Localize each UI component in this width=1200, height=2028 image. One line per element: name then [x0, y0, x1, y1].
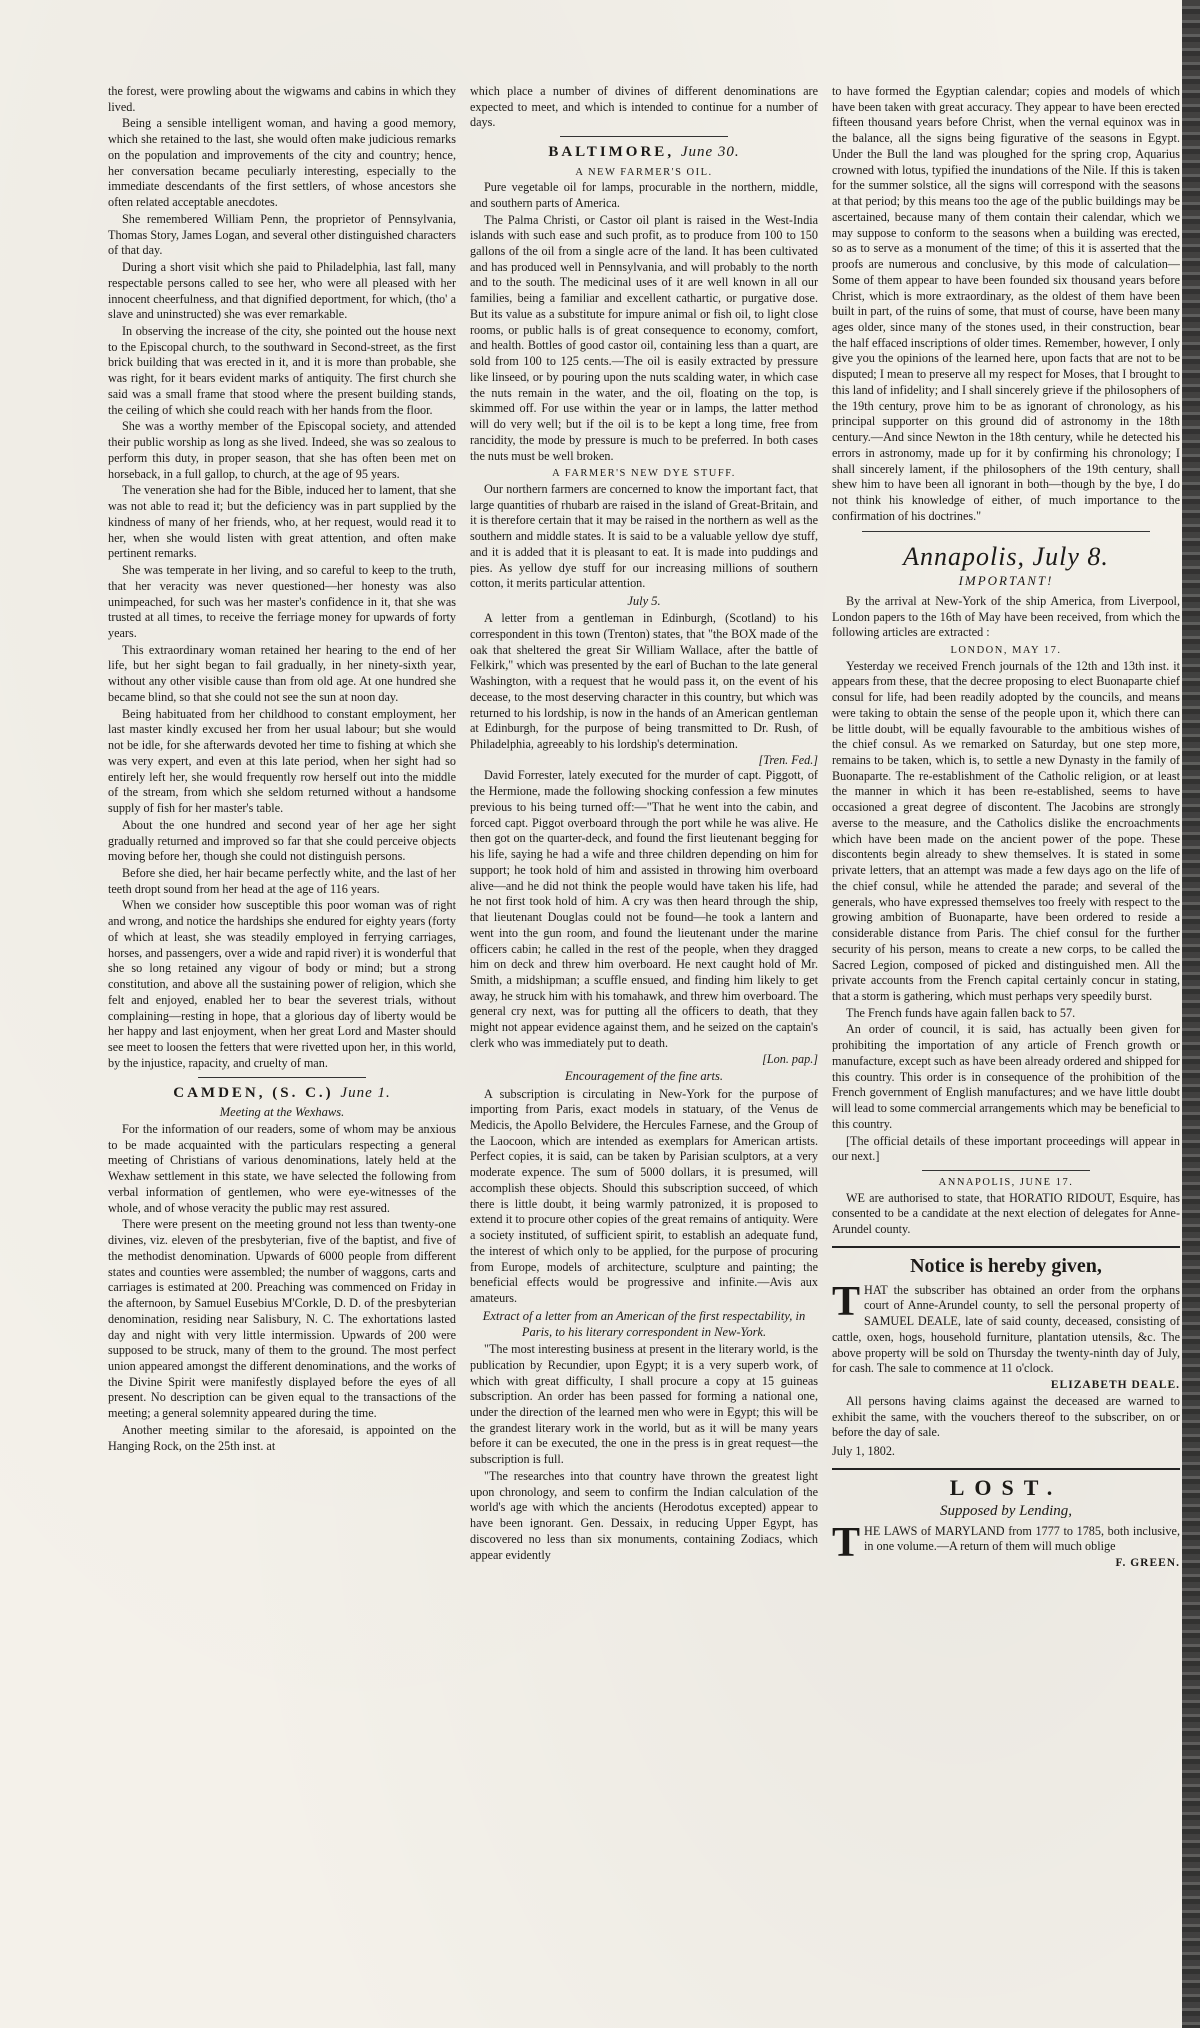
col1-para: Before she died, her hair became perfectly white, and the last of her teeth dropt sound from her head at the age of 116 years.	[108, 865, 456, 896]
london-para: The French funds have again fallen back to 57.	[846, 1005, 1076, 1020]
dye-heading: A FARMER'S NEW DYE STUFF.	[552, 468, 736, 480]
extract-para: "The researches into that country have thrown the greatest light upon chronology, and seem to confirm the Indian calculation of the world's age with which the ancients (Herodotus excepted) appear to have been ignorant. Gen. Dessaix, in reducing Upper Egypt, has discovered no less than six monuments, containing Zodiacs, which appear evidently	[470, 1468, 818, 1562]
baltimore-place: BALTIMORE,	[548, 144, 675, 161]
dye-para: Our northern farmers are concerned to know the important fact, that large quantities of rhubarb are raised in the island of Great-Britain, and it is therefore certain that it may be raised in the northern as well as the southern and middle states. It is said to be a valuable yellow dye stuff, and it is added that it is pleasant to eat. It is made into puddings and pies. As yellow dye stuff for our increasing millions of southern cotton, it merits particular attention.	[470, 481, 818, 591]
col1-para: During a short visit which she paid to Philadelphia, last fall, many respectable persons called to see her, who were all pleased with her innocent cheerfulness, and that dignified deportment, for which, (tho' a slave and uninstructed) she was ever remarkable.	[108, 260, 456, 322]
col1-para: Being a sensible intelligent woman, and having a good memory, which she retained to the last, she would often make judicious remarks on the population and improvements of the city and country; hence, her conversation became peculiarly interesting, especially to the immediate descendants of the first settlers, of whose ancestors she often related acceptable anecdotes.	[108, 116, 456, 210]
july5-dateline: July 5.	[627, 593, 661, 608]
camden-para: There were present on the meeting ground not less than twenty-one divines, viz. eleven of the presbyterian, five of the baptist, and five of the methodist denomination. Upwards of 6000 people from different states and counties were assembled; the number of waggons, carts and carriages is estimated at 200. Preaching was commenced on Friday in the afternoon, by Samuel Eusebius M'Corkle, D. D. of the presbyterian denomination, residing near Salisbury, N. C. The exhortations lasted day and night with very little intermission. Upwards of 200 were supposed to be struck, many of them to the ground. The most perfect union appeared amongst the different denominations, and the works of the Divine Spirit were manifestly displayed before the eyes of all present. No description can be given equal to the transactions of the meeting; a general solemnity appeared during the time.	[108, 1217, 456, 1421]
col1-para: She was a worthy member of the Episcopal society, and attended their public worship as long as she lived. Indeed, she was so zealous to perform this duty, in proper season, that she has often been met on horseback, in a full gallop, to church, at the age of 95 years.	[108, 419, 456, 481]
divider	[922, 1170, 1090, 1171]
london-para: Yesterday we received French journals of the 12th and 13th inst. it appears from these, that the decree proposing to elect Buonaparte chief consul for life, had been readily adopted by the councils, and means were taking to obtain the sense of the people upon it, which there can be little doubt, will be equally favourable to the ambitious wishes of the chief consul. As we remarked on Saturday, but one step more, remains to be taken, which is, to settle a new Dynasty in the family of Buonaparte. The re-establishment of the Catholic religion, or at least the manner in which it has been re-established, seems to have occasioned a great degree of discontent. The Jacobins are strongly averse to the measure, and the Catholics dislike the encroachments which have been made on the ancient power of the pope. These discontents begin already to shew themselves. It is stated in some private letters, that an attempt was made a few days ago on the life of the chief consul, while he attended the parade; and several of the generals, who have expressed themselves too freely with respect to the growing ambition of Buonaparte, have been ordered to reside a considerable distance from Paris. The chief consul for the further security of his person, means to create a new corps, to be called the Sacred Legion, composed of picked and distinguished men. All the private accounts from the French capital certainly concur in stating, that a storm is gathering, which must perhaps very speedily burst.	[832, 658, 1180, 1004]
col1-para: This extraordinary woman retained her hearing to the end of her life, but her sight began to fail gradually, in her ninety-sixth year, without any other visible cause than from old age. At one hundred she became blind, so that she could not see the sun at noon day.	[108, 642, 456, 704]
notice-advertisement	[832, 1246, 1180, 1460]
col1-para: About the one hundred and second year of her age her sight gradually returned and improved so far that she could perceive objects moving before her, though she could not distinguish persons.	[108, 817, 456, 864]
notice-title: Notice is hereby given,	[910, 1254, 1102, 1277]
col1-para: In observing the increase of the city, she pointed out the house next to the Episcopal church, to the southward in Second-street, as the first brick building that was erected in it, and it is more than probable, she was right, for it bears evident marks of antiquity. The first church she said was a small frame that stood where the present building stands, the ceiling of which she could reach with her hands from the floor.	[108, 324, 456, 417]
wallace-source: [Tren. Fed.]	[758, 752, 818, 767]
egypt-para: to have formed the Egyptian calendar; copies and models of which have been taken with great accuracy. They appear to have been erected fifteen thousand years before Christ, when the vernal equinox was in the balance, all the signs being figurative of the seasons in Egypt. Under the Bull the land was ploughed for the spring crop, Aquarius crowned with lotus, typified the inundations of the Nile. If this is taken for the summer solstice, all the signs will correspond with the seasons at that period; by this means too the age of the public buildings may be ascertained, because many of them contain their calendar, which we may suppose to conform to the seasons when a building was erected, so as to serve as a monument of the time; of this it is asserted that the proofs are numerous and conclusive, by this mode of calculation—Some of them appear to have been founded six thousand years before Christ, which is more extraordinary, as the oldest of them have been built in part, of the ruins of some, that must of course, have been many ages older, since many of the stones used, in their construction, bear the half effaced inscriptions of older times. Remember, however, I only give you the opinions of the learned here, upon facts that are not to be disputed; I mean to preserve all my respect for Moses, that I brought to this land of infidelity; and I shall sincerely grieve if the philosophers of the 19th century, prove him to be as ignorant of chronology, as his principal supporter on this ground did of astronomy in the 18th century.—And since Newton in the 18th century, while he detected his errors in astronomy, made up for it by confirming his chronology; I shall sincerely lament, if the philosophers of the 19th century, shall shew him to have been all ignorant in both—though by the bye, I do not think his knowledge of either, of much importance to the confirmation of his doctrines."	[832, 84, 1180, 523]
oil-para: The Palma Christi, or Castor oil plant is raised in the West-India islands with such ease and such profit, as to produce from 100 to 150 gallons of the oil from a single acre of the land. It has been cultivated and has produced well in Pennsylvania, and will probably to the north and to the south. The medicinal uses of it are well known in all our families, being a familiar and excellent cathartic, or purgative dose. But its value as a substitute for impure animal or fish oil, to light close rooms, or public halls is of great consequence to economy, comfort, and health. Bottles of good castor oil, containing less than a quart, are sold from 100 to 125 cents.—The oil is easily extracted by pressure like linseed, or by pouring upon the nuts scalding water, in which case the nuts remain in the water, and the oil, floating on the top, is skimmed off. For use within the year or in lamps, the latter method will do very well; but if the oil is to be kept a long time, free from rancidity, the mode by pressure is much to be preferred. In both cases the nuts must be well broken.	[470, 212, 818, 463]
col1-para: the forest, were prowling about the wigwams and cabins in which they lived.	[108, 84, 456, 114]
annapolis-june-dateline: ANNAPOLIS, JUNE 17.	[938, 1177, 1074, 1189]
wallace-para: A letter from a gentleman in Edinburgh, (Scotland) to his correspondent in this town (Trenton) states, that "the BOX made of the oak that sheltered the great Sir William Wallace, after the battle of Felkirk," which was presented by the earl of Buchan to the late general Washington, with a request that he would pass it, on the event of his decease, to the most deserving character in this country, but which was returned to his lordship, is now in the hands of an American gentleman at Edinburgh, for the purpose of being transmitted to Dr. Rush, of Philadelphia, agreeably to his lordship's determination.	[470, 611, 818, 751]
lost-text: HE LAWS of MARYLAND from 1777 to 1785, both inclusive, in one volume.—A return of them will much oblige	[864, 1523, 1180, 1554]
col2-lead: which place a number of divines of different denominations are expected to meet, and which is intended to continue for a number of days.	[470, 84, 818, 130]
arts-heading: Encouragement of the fine arts.	[565, 1069, 723, 1084]
col1-para: Being habituated from her childhood to constant employment, her last master kindly excused her from her usual labour; but she would not be idle, for she afterwards devoted her time to fishing at which she was very expert, and even at this late period, when her sight had so entirely left her, she would frequently row herself out into the middle of the stream, from which she seldom returned without a handsome supply of fish for her master's table.	[108, 706, 456, 816]
col1-para: The veneration she had for the Bible, induced her to lament, that she was not able to read it; but the deficiency was in part supplied by the kindness of many of her friends, who, at her request, would read it to her, when she would listen with great attention, and often make pertinent remarks.	[108, 483, 456, 561]
ridout-para: WE are authorised to state, that HORATIO RIDOUT, Esquire, has consented to be a candidate at the next election of delegates for Anne-Arundel county.	[832, 1190, 1180, 1237]
camden-para: Another meeting similar to the aforesaid, is appointed on the Hanging Rock, on the 25th inst. at	[108, 1422, 456, 1453]
camden-para: For the information of our readers, some of whom may be anxious to be made acquainted with the particulars respecting a general meeting of Christians of various denominations, lately held at the Wexhaw settlement in this state, we have selected the following from verbal information of gentlemen, who were eye-witnesses of the whole, and of whose veracity the public may rest assured.	[108, 1122, 456, 1215]
important-heading: IMPORTANT!	[958, 573, 1054, 589]
camden-subhead: Meeting at the Wexhaws.	[219, 1104, 345, 1119]
column-1	[108, 84, 456, 1984]
notice-para-2: All persons having claims against the deceased are warned to exhibit the same, with the vouchers thereof to the subscriber, on or before the day of sale.	[832, 1393, 1180, 1440]
america-para: By the arrival at New-York of the ship America, from Liverpool, London papers to the 16th of May have been received, from which the following articles are extracted :	[832, 593, 1180, 640]
divider	[198, 1077, 366, 1078]
notice-dropcap: T	[832, 1278, 861, 1325]
lost-title: LOST.	[832, 1468, 1180, 1502]
notice-text: HAT the subscriber has obtained an order from the orphans court of Anne-Arundel county, to sell the personal property of SAMUEL DEALE, late of said county, deceased, consisting of cattle, oxen, hogs, household furniture, plantation utensils, &c. The above property will be sold on Thursday the twenty-ninth day of July, for cash. The sale to commence at 11 o'clock.	[832, 1282, 1180, 1376]
notice-para	[832, 1278, 1180, 1377]
forrester-source: [Lon. pap.]	[762, 1051, 818, 1066]
annapolis-masthead: Annapolis, July 8.	[903, 541, 1109, 571]
lost-dropcap: T	[832, 1519, 861, 1566]
camden-date: June 1.	[340, 1084, 391, 1101]
arts-para: A subscription is circulating in New-York for the purpose of importing from Paris, exact models in statuary, of the Venus de Medicis, the Apollo Belvidere, the Hercules Farnese, and the Group of the Laocoon, which are intended as exemplars for American artists. Perfect copies, it is said, can be taken by Parisian sculptors, at a very moderate expence. The sum of 5000 dollars, it is presumed, will accomplish these objects. Should this subscription succeed, of which there is little doubt, it being warmly patronized, it is proposed to extend it to procure other copies of the great remains of antiquity. Were a society instituted, of sufficient spirit, to establish an adequate fund, the interest of which only to be applied, for the purpose of procuring from Europe, models of architecture, sculpture and painting; the beneficial effects would be progressive and infinite.—Avis aux amateurs.	[470, 1086, 818, 1306]
london-para: [The official details of these important proceedings will appear in our next.]	[832, 1133, 1180, 1164]
extract-para: "The most interesting business at present in the literary world, is the publication by Recundier, upon Egypt; it is a very superb work, of which with great difficulty, I shall procure a copy at 15 guineas subscription. An order has been passed for forming a national one, under the direction of the learned men who were in Egypt; this will be the grandest literary work in the world, but as it will be many years before it can be executed, the one in the press is in great request—the subscription is full.	[470, 1342, 818, 1467]
col1-para: She remembered William Penn, the proprietor of Pennsylvania, Thomas Story, James Logan, and several other distinguished characters of that day.	[108, 211, 456, 258]
notice-signature: ELIZABETH DEALE.	[1050, 1379, 1180, 1392]
divider	[560, 136, 728, 137]
col1-para: When we consider how susceptible this poor woman was of right and wrong, and notice the hardships she endured for eighty years (forty of which at least, she was steadily employed in ferrying carriages, horses, and passengers, over a wide and rapid river) it is wonderful that she so long retained any vigour of body or mind; but a strong constitution, and above all the sustaining power of religion, which she felt and enjoyed, enabled her to bear the severest trials, without complaining—resting in hope, that a glorious day of liberty would be her happy and last enjoyment, when her great Lord and Master should see meet to loosen the fetters that were rivetted upon her, in this world, by the injustice, rapacity, and cruelty of man.	[108, 898, 456, 1070]
notice-date: July 1, 1802.	[832, 1444, 895, 1459]
divider	[862, 531, 1150, 532]
column-2	[470, 84, 818, 1984]
col1-para: She was temperate in her living, and so careful to keep to the truth, that her veracity was never questioned—her honesty was also unimpeached, for such was her master's confidence in it, that she was trusted at all times, to receive the ferriage money for upwards of forty years.	[108, 563, 456, 640]
lost-signature: F. GREEN.	[1115, 1556, 1180, 1569]
camden-place: CAMDEN, (S. C.)	[173, 1084, 334, 1101]
london-dateline: LONDON, MAY 17.	[950, 645, 1062, 657]
forrester-para: David Forrester, lately executed for the murder of capt. Piggott, of the Hermione, made the following shocking confession a few minutes previous to his being turned off:—"That he went into the cabin, and forced capt. Piggot overboard through the port while he was alive. He then got on the quarter-deck, and found the first lieutenant begging for his life, saying he had a wife and three children depending on him for support; he took hold of him and assisted in throwing him overboard alive—and he did not think the people would have taken his life, had he not first took hold of him. A cry was then heard through the ship, that lieutenant Douglas could not be found—he took a lantern and went into the gun room, and found the lieutenant under the marine officers cabin; he called in the rest of the people, when they dragged him on deck and threw him overboard. He next caught hold of Mr. Smith, a midshipman; a scuffle ensued, and finding him likely to get away, he struck him with his tomahawk, and threw him overboard. The general cry next, was for putting all the officers to death, that they might not appear evidence against them, and he seized on the captain's clerk who was immediately put to death.	[470, 768, 818, 1050]
london-para: An order of council, it is said, has actually been given for prohibiting the importation of any article of French growth or manufacture, except such as have been already ordered and shipped for this country. This order is in consequence of the prohibition of the French government of English manufactures; and we have little doubt will lead to some commercial arrangements which may be beneficial to this country.	[832, 1022, 1180, 1131]
extract-heading: Extract of a letter from an American of the first respectability, in Paris, to his literary correspondent in New-York.	[482, 1308, 806, 1339]
columns	[108, 84, 1180, 1984]
camden-dateline	[108, 1084, 456, 1103]
oil-heading: A NEW FARMER'S OIL.	[575, 166, 713, 178]
column-3	[832, 84, 1180, 1984]
oil-para: Pure vegetable oil for lamps, procurable in the northern, middle, and southern parts of America.	[470, 180, 818, 210]
page-edge-shadow	[1182, 0, 1200, 2028]
baltimore-dateline	[470, 143, 818, 162]
baltimore-date: June 30.	[680, 144, 740, 161]
lost-subtitle: Supposed by Lending,	[939, 1503, 1073, 1520]
